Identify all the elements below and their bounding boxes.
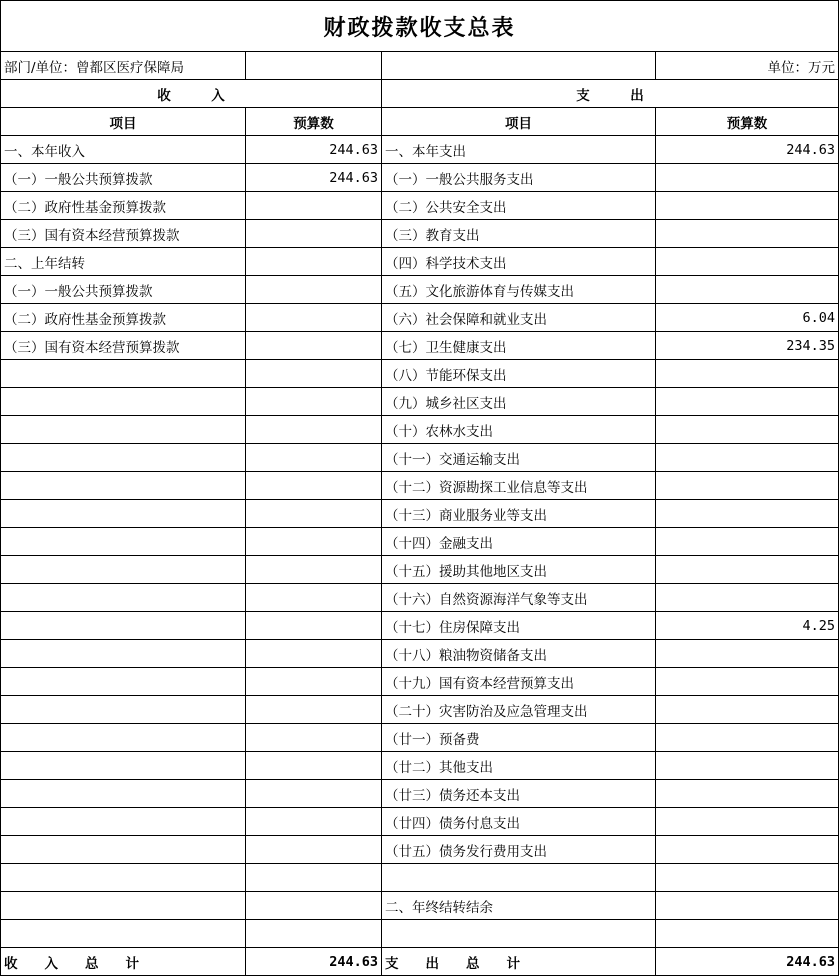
expense-value-cell [656,808,839,836]
table-row [1,472,839,500]
expense-item-cell: （十）农林水支出 [382,416,656,444]
expense-value-cell [656,668,839,696]
table-row [1,920,839,948]
income-value-cell [246,864,382,892]
income-value-cell [246,640,382,668]
expense-value-cell [656,388,839,416]
income-value-cell [246,724,382,752]
income-budget-header: 预算数 [246,108,382,136]
table-row [1,248,839,276]
table-row [1,612,839,640]
income-section-header: 收 入 [1,80,382,108]
income-value-cell [246,444,382,472]
income-total-label: 收 入 总 计 [1,948,246,976]
expense-value-cell [656,472,839,500]
expense-item-cell: （一）一般公共服务支出 [382,164,656,192]
income-value-cell [246,780,382,808]
income-item-cell: 一、本年收入 [1,136,246,164]
income-value-cell [246,416,382,444]
income-value-cell: 244.63 [246,136,382,164]
expense-value-cell: 4.25 [656,612,839,640]
table-row [1,780,839,808]
meta-empty-cell [246,52,382,80]
expense-value-cell: 6.04 [656,304,839,332]
income-item-cell [1,808,246,836]
income-item-cell [1,696,246,724]
table-row [1,416,839,444]
income-item-cell: （二）政府性基金预算拨款 [1,192,246,220]
income-item-cell [1,388,246,416]
table-row [1,276,839,304]
table-row [1,304,839,332]
income-item-header: 项目 [1,108,246,136]
table-row [1,864,839,892]
expense-value-cell [656,220,839,248]
income-value-cell [246,304,382,332]
expense-item-cell: （八）节能环保支出 [382,360,656,388]
expense-item-cell: （十九）国有资本经营预算支出 [382,668,656,696]
expense-item-cell: （二）公共安全支出 [382,192,656,220]
expense-value-cell [656,864,839,892]
income-value-cell [246,276,382,304]
table-row [1,360,839,388]
table-row [1,164,839,192]
income-value-cell [246,500,382,528]
income-value-cell [246,892,382,920]
income-value-cell [246,472,382,500]
income-item-cell [1,612,246,640]
income-value-cell [246,584,382,612]
income-value-cell [246,836,382,864]
expense-value-cell [656,528,839,556]
expense-value-cell [656,696,839,724]
expense-value-cell [656,640,839,668]
income-item-cell: （三）国有资本经营预算拨款 [1,332,246,360]
expense-total-label: 支 出 总 计 [382,948,656,976]
income-item-cell: （一）一般公共预算拨款 [1,164,246,192]
income-value-cell [246,248,382,276]
table-row [1,528,839,556]
expense-item-cell: （廿二）其他支出 [382,752,656,780]
expense-total-value: 244.63 [656,948,839,976]
income-value-cell [246,332,382,360]
income-item-cell [1,780,246,808]
expense-item-cell [382,864,656,892]
income-item-cell [1,892,246,920]
expense-item-cell: （十一）交通运输支出 [382,444,656,472]
meta-empty-cell [382,52,656,80]
expense-item-cell [382,920,656,948]
income-value-cell [246,360,382,388]
expense-item-cell: （十五）援助其他地区支出 [382,556,656,584]
income-value-cell [246,192,382,220]
expense-value-cell [656,752,839,780]
expense-value-cell [656,360,839,388]
income-value-cell [246,556,382,584]
income-item-cell [1,640,246,668]
expense-item-cell: （廿三）债务还本支出 [382,780,656,808]
income-value-cell [246,612,382,640]
budget-table-body [1,52,839,976]
expense-value-cell: 244.63 [656,136,839,164]
expense-item-cell: （十八）粮油物资储备支出 [382,640,656,668]
expense-item-cell: （廿一）预备费 [382,724,656,752]
income-item-cell [1,864,246,892]
income-item-cell [1,584,246,612]
expense-item-cell: （三）教育支出 [382,220,656,248]
expense-budget-header: 预算数 [656,108,839,136]
table-row [1,696,839,724]
expense-item-cell: （六）社会保障和就业支出 [382,304,656,332]
income-item-cell: （一）一般公共预算拨款 [1,276,246,304]
expense-value-cell [656,416,839,444]
income-item-cell [1,724,246,752]
unit-label: 单位：万元 [656,52,839,80]
table-row [1,136,839,164]
expense-item-cell: 二、年终结转结余 [382,892,656,920]
expense-value-cell [656,276,839,304]
expense-value-cell [656,724,839,752]
expense-item-cell: （五）文化旅游体育与传媒支出 [382,276,656,304]
expense-value-cell [656,556,839,584]
table-row [1,444,839,472]
expense-item-cell: （廿五）债务发行费用支出 [382,836,656,864]
expense-item-cell: （廿四）债务付息支出 [382,808,656,836]
expense-value-cell [656,920,839,948]
income-item-cell [1,360,246,388]
income-value-cell [246,920,382,948]
expense-section-header: 支 出 [382,80,839,108]
expense-item-cell: （十六）自然资源海洋气象等支出 [382,584,656,612]
table-row [1,584,839,612]
department-label: 部门/单位：曾都区医疗保障局 [1,52,246,80]
budget-table [0,51,839,976]
income-item-cell [1,836,246,864]
table-row [1,220,839,248]
table-row [1,388,839,416]
expense-value-cell: 234.35 [656,332,839,360]
sheet-title: 财政拨款收支总表 [0,0,839,51]
expense-item-cell: （四）科学技术支出 [382,248,656,276]
total-row [1,948,839,976]
income-item-cell [1,752,246,780]
section-header-row [1,80,839,108]
table-row [1,836,839,864]
income-item-cell [1,556,246,584]
income-item-cell [1,920,246,948]
income-item-cell [1,528,246,556]
expense-item-cell: （七）卫生健康支出 [382,332,656,360]
income-value-cell [246,808,382,836]
income-item-cell: （三）国有资本经营预算拨款 [1,220,246,248]
table-row [1,724,839,752]
expense-value-cell [656,248,839,276]
expense-item-cell: 一、本年支出 [382,136,656,164]
expense-value-cell [656,192,839,220]
expense-value-cell [656,444,839,472]
income-value-cell [246,696,382,724]
table-row [1,892,839,920]
income-item-cell: 二、上年结转 [1,248,246,276]
meta-row [1,52,839,80]
expense-value-cell [656,892,839,920]
expense-item-cell: （十三）商业服务业等支出 [382,500,656,528]
income-value-cell [246,668,382,696]
expense-item-cell: （九）城乡社区支出 [382,388,656,416]
income-item-cell [1,500,246,528]
income-item-cell [1,444,246,472]
income-item-cell [1,472,246,500]
column-header-row [1,108,839,136]
table-row [1,556,839,584]
expense-item-header: 项目 [382,108,656,136]
table-row [1,640,839,668]
income-value-cell [246,388,382,416]
income-item-cell: （二）政府性基金预算拨款 [1,304,246,332]
table-row [1,668,839,696]
income-value-cell: 244.63 [246,164,382,192]
table-row [1,500,839,528]
expense-value-cell [656,500,839,528]
income-item-cell [1,668,246,696]
income-value-cell [246,220,382,248]
expense-value-cell [656,584,839,612]
income-total-value: 244.63 [246,948,382,976]
expense-item-cell: （十四）金融支出 [382,528,656,556]
income-item-cell [1,416,246,444]
expense-item-cell: （二十）灾害防治及应急管理支出 [382,696,656,724]
table-row [1,808,839,836]
expense-value-cell [656,780,839,808]
expense-item-cell: （十七）住房保障支出 [382,612,656,640]
income-value-cell [246,752,382,780]
expense-item-cell: （十二）资源勘探工业信息等支出 [382,472,656,500]
table-row [1,752,839,780]
table-row [1,332,839,360]
expense-value-cell [656,836,839,864]
expense-value-cell [656,164,839,192]
income-value-cell [246,528,382,556]
table-row [1,192,839,220]
